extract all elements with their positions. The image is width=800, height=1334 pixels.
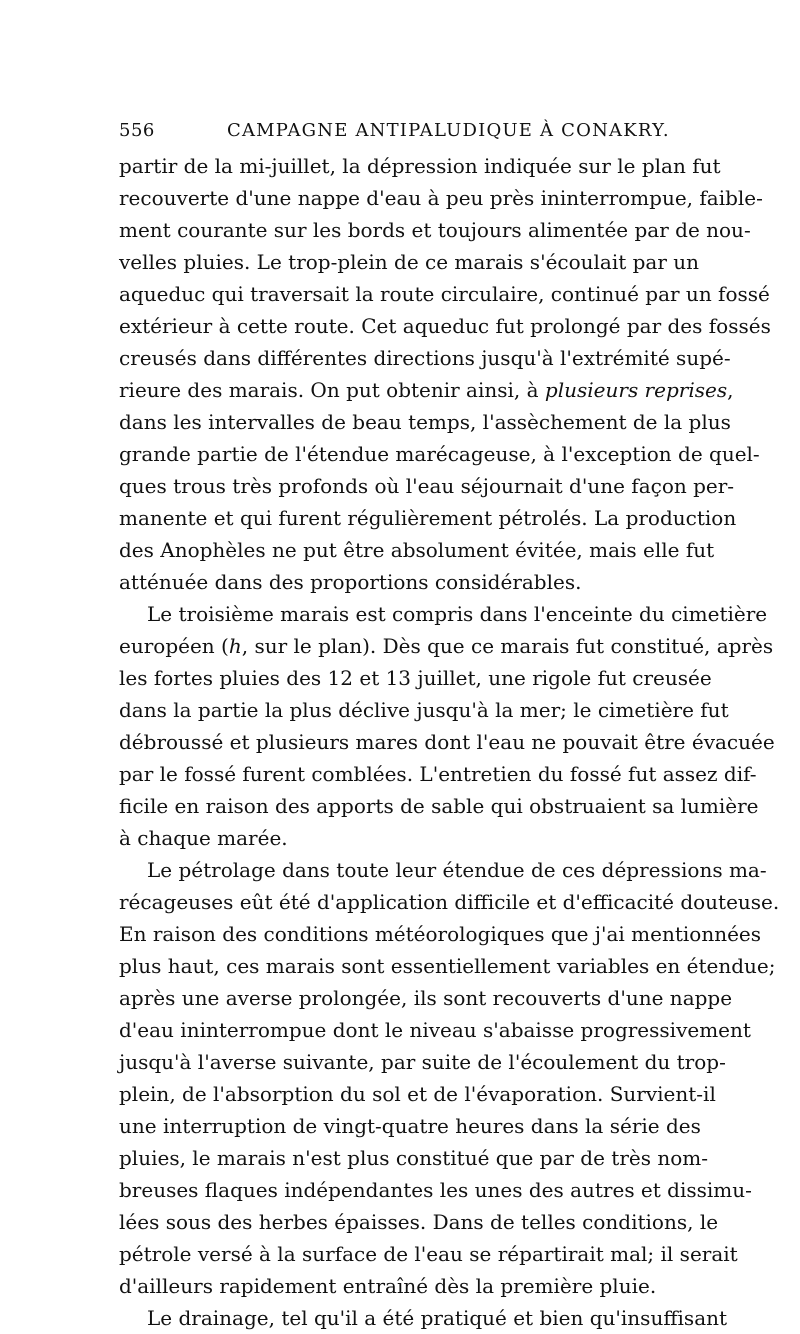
text-line: ment courante sur les bords et toujours alimentée par de nou- (119, 218, 751, 242)
text-line: plein, de l'absorption du sol et de l'évaporation. Survient-il (119, 1082, 716, 1106)
text-line: les fortes pluies des 12 et 13 juillet, une rigole fut creusée (119, 666, 712, 690)
text-line: atténuée dans des proportions considérables. (119, 570, 582, 594)
text-line: des Anophèles ne put être absolument évitée, mais elle fut (119, 538, 715, 562)
text-line: dans la partie la plus déclive jusqu'à la mer; le cimetière fut (119, 698, 729, 722)
text-run: , (727, 378, 734, 402)
text-line: Le troisième marais est compris dans l'enceinte du cimetière (147, 602, 768, 626)
text-run: rieure des marais. On put obtenir ainsi, à (119, 378, 539, 402)
text-line: pluies, le marais n'est plus constitué que par de très nom- (119, 1146, 708, 1170)
text-line: Le pétrolage dans toute leur étendue de ces dépressions ma- (147, 858, 767, 882)
text-run: , sur le plan). Dès que ce marais fut constitué, après (241, 634, 774, 658)
text-line: recouverte d'une nappe d'eau à peu près ininterrompue, faible- (119, 186, 763, 210)
text-run: européen ( (119, 634, 229, 658)
text-line: creusés dans différentes directions jusqu'à l'extrémité supé- (119, 346, 731, 370)
text-line: extérieur à cette route. Cet aqueduc fut prolongé par des fossés (119, 314, 771, 338)
text-line: Le drainage, tel qu'il a été pratiqué et bien qu'insuffisant (147, 1306, 728, 1330)
page-header (119, 120, 681, 146)
text-line: récageuses eût été d'application difficile et d'efficacité douteuse. (119, 890, 780, 914)
text-line: pétrole versé à la surface de l'eau se répartirait mal; il serait (119, 1242, 738, 1266)
text-line: à chaque marée. (119, 826, 288, 850)
italic-text: plusieurs reprises (544, 378, 728, 402)
text-line: breuses flaques indépendantes les unes des autres et dissimu- (119, 1178, 752, 1202)
text-line: d'eau ininterrompue dont le niveau s'abaisse progressivement (119, 1018, 751, 1042)
text-line: manente et qui furent régulièrement pétrolés. La production (119, 506, 737, 530)
text-line: débroussé et plusieurs mares dont l'eau ne pouvait être évacuée (119, 730, 775, 754)
text-line: après une averse prolongée, ils sont recouverts d'une nappe (119, 986, 733, 1010)
page-number: 556 (119, 120, 155, 141)
italic-text: h (228, 634, 242, 658)
text-line: velles pluies. Le trop-plein de ce marais s'écoulait par un (119, 250, 700, 274)
body-text (119, 150, 780, 1334)
text-line: ques trous très profonds où l'eau séjournait d'une façon per- (119, 474, 735, 498)
text-line: jusqu'à l'averse suivante, par suite de l'écoulement du trop- (119, 1050, 726, 1074)
text-line: dans les intervalles de beau temps, l'assèchement de la plus (119, 410, 731, 434)
text-line: ficile en raison des apports de sable qui obstruaient sa lumière (119, 794, 759, 818)
text-line: par le fossé furent comblées. L'entretien du fossé fut assez dif- (119, 762, 757, 786)
text-line: plus haut, ces marais sont essentiellement variables en étendue; (119, 954, 776, 978)
text-line: En raison des conditions météorologiques que j'ai mentionnées (119, 922, 762, 946)
text-line: grande partie de l'étendue marécageuse, à l'exception de quel- (119, 442, 760, 466)
running-title: CAMPAGNE ANTIPALUDIQUE À CONAKRY. (227, 120, 670, 141)
text-line (119, 374, 734, 406)
text-line: lées sous des herbes épaisses. Dans de telles conditions, le (119, 1210, 719, 1234)
text-line: partir de la mi-juillet, la dépression indiquée sur le plan fut (119, 154, 721, 178)
text-line: une interruption de vingt-quatre heures dans la série des (119, 1114, 701, 1138)
text-line (119, 630, 774, 662)
text-line: d'ailleurs rapidement entraîné dès la première pluie. (119, 1274, 657, 1298)
text-line: aqueduc qui traversait la route circulaire, continué par un fossé (119, 282, 770, 306)
